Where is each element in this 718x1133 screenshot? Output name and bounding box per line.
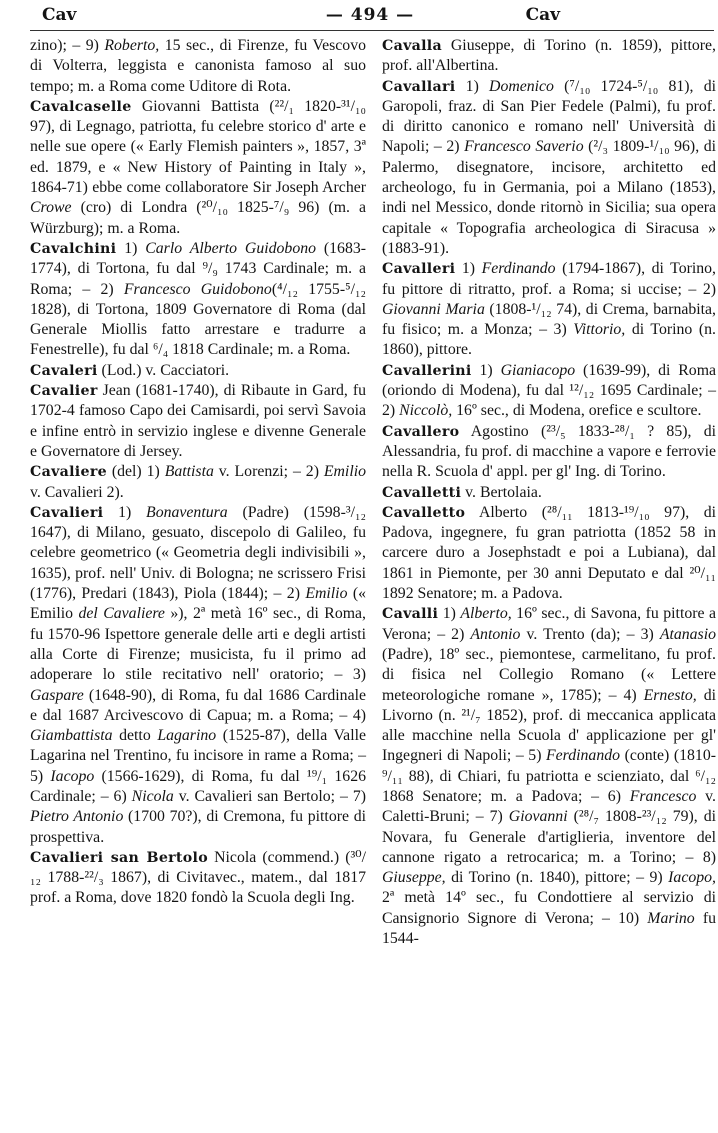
entry-headword: Cavallari [382,78,456,95]
entry-text: 1) [116,239,146,257]
entry-text: (conte) (1810-⁹/₁₁ 88), di Chiari, fu patriotta e scienziato, dal ⁶/₁₂ 1868 Senatore; m. a Padova; – 6) [382,747,716,805]
entry-text: fu 1544- [382,909,717,948]
entry-text: detto [112,727,158,745]
entry-italic-text: Bonaventura [146,503,228,521]
entry-italic-text: Giuseppe, [382,869,446,887]
head-left-guideword: Cav [42,5,77,25]
entry-italic-text: Gianiacopo [500,361,576,379]
entry-text: (del) 1) [106,463,165,481]
entry-headword: Cavallero [382,423,460,440]
entry-headword: Cavalchini [30,240,117,257]
entry-italic-text: Crowe [30,199,72,217]
entry-headword: Cavalla [382,38,442,54]
entry-text: v. Caletti-Bruni; – 7) [382,787,716,826]
entry-text: 1) [455,260,482,278]
entry-text: Alberto (²⁸/₁₁ 1813-¹⁹/₁₀ 97), di Padova, ingegnere, fu gran patriotta (1852 58 in carcere duro a Josephstadt e poi a Lubiana), dal 1861 in Piemonte, per 30 anni Deputato e dal ²⁰/₁₁ 1892 Senatore; m. a Padova. [382,503,716,603]
entry-text: Nicola (commend.) (³⁰/₁₂ 1788-²²/₃ 1867), di Civitavec., matem., dal 1817 prof. a Roma, dove 1820 fondò la Scuola degli Ing. [30,848,366,907]
entry-italic-text: Alberto, [460,605,512,623]
entry-italic-text: Iacopo, [668,869,716,887]
entry-text: v. Cavalieri 2). [30,483,124,501]
dictionary-entry [382,503,716,604]
entry-headword: Cavalletti [382,484,462,501]
entry-text: 1) [438,605,461,623]
dictionary-entry [30,97,366,239]
entry-italic-text: Niccolò, [399,402,453,420]
entry-text: (⁷/₁₀ 1724-⁵/₁₀ 81), di Garopoli, fraz. di San Pier Fedele (Palmi), fu prof. di diritto canonico e romano nell' Università di Napoli; – 2) [382,77,716,156]
entry-headword: Cavalcaselle [30,98,132,115]
dictionary-entry [30,848,366,909]
entry-italic-text: Iacopo [50,767,95,785]
entry-text: v. Bertolaia. [461,483,542,501]
entry-text: 16º sec., di Modena, orefice e scultore. [452,402,702,420]
entry-text: di Torino (n. 1860), pittore. [382,321,716,359]
entry-text: 1) [103,503,147,521]
right-column [382,36,716,949]
entry-text: (« Emilio [30,585,366,623]
entry-text: (1639-99), di Roma (oriondo di Modena), fu dal ¹²/₁₂ 1695 Cardinale; – 2) [382,361,716,420]
entry-text: v. Lorenzi; – 2) [213,463,324,481]
entry-italic-text: Vittorio, [573,321,626,339]
entry-text: (²/₃ 1809-¹/₁₀ 96), di Palermo, disegnatore, incisore, architetto ed archeologo, fu in Germania, poi a Milano (1853), indi nel Messico, donde ritornò in Sicilia; sua opera capitale « Topografia archeologica di Siracusa » (1883-91). [382,138,716,257]
entry-italic-text: Battista [164,463,214,481]
entry-italic-text: Giovanni [508,808,568,826]
left-column [30,36,366,909]
entry-text: (cro) di Londra (²⁰/₁₀ 1825-⁷/₉ 96) (m. a Würzburg); m. a Roma. [30,199,366,237]
dictionary-entry [30,239,366,361]
entry-italic-text: Ernesto, [643,686,697,704]
entry-italic-text: Roberto, [104,37,160,54]
entry-text: zino); – 9) [30,37,105,54]
entry-text: 1) [471,361,501,379]
entry-text: (1648-90), di Roma, fu dal 1686 Cardinale e dal 1687 Arcivescovo di Capua; m. a Roma; – 4) [30,686,366,724]
entry-text: 1) [455,77,490,95]
entry-text: 16º sec., di Savona, fu pittore a Verona; – 2) [382,605,716,643]
entry-headword: Cavaleri [30,362,98,379]
entry-headword: Cavaliere [30,464,107,481]
entry-text: (Lod.) v. Cacciatori. [97,361,230,379]
entry-italic-text: Domenico [489,77,554,95]
entry-italic-text: Marino [647,909,695,927]
dictionary-entry [382,422,716,483]
entry-headword: Cavalletto [382,504,466,521]
entry-italic-text: Francesco [629,787,697,805]
entry-headword: Cavalli [382,606,439,623]
entry-text: (1700 70?), di Cremona, fu pittore di prospettiva. [30,808,366,846]
entry-text: Jean (1681-1740), di Ribaute in Gard, fu 1702-4 famoso Capo dei Camisardi, poi servì Savoia e infine entrò in servizio inglese e divenne Generale e Governatore di Jersey. [30,382,366,460]
entry-text: v. Trento (da); – 3) [520,625,660,643]
entry-text: (⁴/₁₂ 1755-⁵/₁₂ 1828), di Tortona, 1809 Governatore di Roma (dal Generale Miollis fatto arrestare e tradurre a Fenestrelle), fu dal ⁶/₄ 1818 Cardinale; m. a Roma. [30,280,366,359]
entry-text: (1808-¹/₁₂ 74), di Crema, barnabita, fu fisico; m. a Monza; – 3) [382,300,716,339]
entry-italic-text: Francesco Guidobono [123,280,272,298]
entry-text: 2ª metà 14º sec., fu Condottiere al servizio di Cansignorio Signore di Verona; – 10) [382,889,716,927]
dictionary-entry [382,36,716,77]
entry-text: di Livorno (n. ²¹/₇ 1852), prof. di meccanica applicata alle macchine nella Scuola d' applicazione per gl' Ingegneri di Napoli; – 5) [382,686,716,765]
head-right-guideword: Cav [525,5,560,25]
entry-headword: Cavalleri [382,261,456,278]
dictionary-entry [30,361,366,381]
entry-italic-text: Lagarino [157,727,217,745]
entry-headword: Cavalier [30,383,98,400]
entry-italic-text: Pietro Antonio [30,808,124,826]
entry-text: (²⁸/₇ 1808-²³/₁₂ 79), di Novara, fu Generale d'artiglieria, inventore del cannone rigato a retrocarica; m. a Torino; – 8) [382,808,716,866]
dictionary-entry [30,503,366,848]
dictionary-entry [30,381,366,462]
entry-text: »), 2ª metà 16º sec., di Roma, fu 1570-96 Ispettore generale delle arti e degli artisti alla Corte di Firenze; musicista, fu il primo ad adoperare lo stile recitativo nell' oratorio; – 3) [30,605,366,684]
entry-italic-text: Gaspare [30,686,84,704]
entry-italic-text: Ferdinando [481,260,556,278]
entry-text: (Padre) (1598-³/₁₂ 1647), di Milano, gesuato, discepolo di Galileo, fu celebre geometrico (« Geometria degli indivisibili », 1635), prof. nell' Univ. di Bologna; ne scrissero Frisi (1776), Predari (1843), Piola (1844); – 2) [30,503,366,603]
entry-text: di Torino (n. 1840), pittore; – 9) [445,869,669,887]
entry-italic-text: Giovanni Maria [382,300,485,318]
entry-italic-text: Ferdinando [546,747,621,765]
entry-text: v. Cavalieri san Bertolo; – 7) [173,787,366,805]
entry-italic-text: Antonio [470,625,521,643]
page-number: — 494 — [325,5,415,25]
entry-text: 15 sec., di Firenze, fu Vescovo di Volterra, leggista e canonista famoso al suo tempo; m. a Roma come Uditore di Rota. [30,37,366,95]
entry-text: (1566-1629), di Roma, fu dal ¹⁹/₁ 1626 Cardinale; – 6) [30,767,367,805]
dictionary-entry [382,361,716,422]
entry-text: (Padre), 18º sec., piemontese, carmelitano, fu prof. di fisica nel Collegio Romano (« Lettere meteorologiche romane », 1785); – 4) [382,645,716,704]
entry-text: Giuseppe, di Torino (n. 1859), pittore, prof. all'Albertina. [382,37,716,75]
entry-italic-text: Giambattista [30,727,113,745]
entry-italic-text: Carlo Alberto Guidobono [145,239,317,257]
entry-italic-text: del Cavaliere [78,605,165,623]
entry-italic-text: Emilio [323,463,366,481]
dictionary-entry [382,604,716,949]
entry-text: Giovanni Battista (²²/₁ 1820-³¹/₁₀ 97), di Legnago, patriotta, fu celebre storico d' arte e nelle sue opere (« Early Flemish painters », 1857, 3ª ed. 1879, e « New History of Painting in Italy », 1864-71) ebbe come collaboratore Sir Joseph Archer [30,97,366,197]
entry-text: (1525-87), della Valle Lagarina nel Trentino, fu incisore in rame a Roma; – 5) [30,727,366,785]
entry-italic-text: Atanasio [659,625,716,643]
entry-headword: Cavalieri [30,504,104,521]
header-rule [30,30,714,31]
dictionary-entry [30,462,366,503]
dictionary-entry [30,36,366,97]
dictionary-entry [382,259,716,360]
entry-italic-text: Emilio [305,585,348,603]
entry-text: Agostino (²³/₅ 1833-²⁸/₁ ? 85), di Alessandria, fu prof. di macchine a vapore e ferrovie nella R. Scuola d' appl. per gl' Ing. di Torino. [382,422,716,481]
entry-italic-text: Nicola [131,787,174,805]
entry-text: (1794-1867), di Torino, fu pittore di ritratto, prof. a Roma; si uccise; – 2) [382,260,716,298]
dictionary-entry [382,483,716,503]
entry-headword: Cavalieri san Bertolo [30,849,208,866]
entry-text: (1683-1774), di Tortona, fu dal ⁹/₉ 1743 Cardinale; m. a Roma; – 2) [30,239,367,298]
running-head [30,2,710,28]
dictionary-entry [382,77,716,260]
entry-headword: Cavallerini [382,362,472,379]
entry-italic-text: Francesco Saverio [464,138,584,156]
